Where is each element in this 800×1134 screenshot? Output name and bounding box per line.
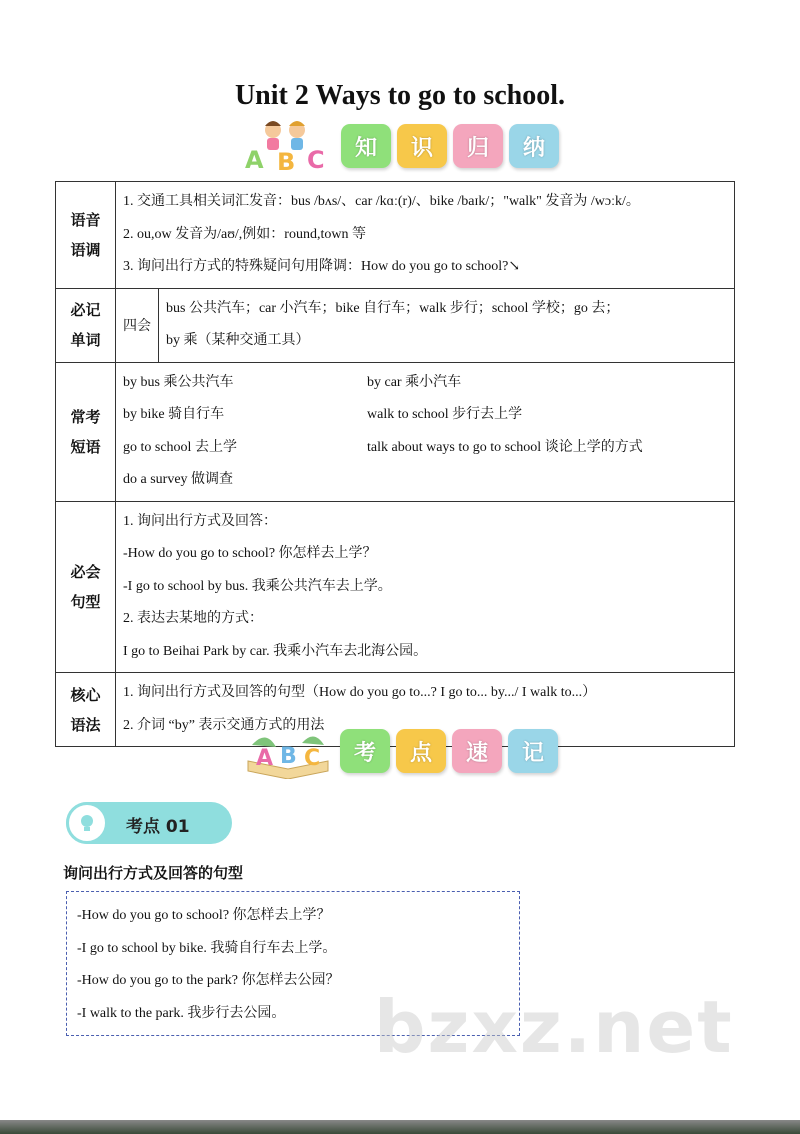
point-badge-label: 考点 01 — [126, 817, 190, 837]
svg-text:B: B — [277, 148, 296, 174]
banner-tile: 识 — [397, 124, 447, 168]
text-line: 3. 询问出行方式的特殊疑问句用降调：How do you go to school?↘ — [123, 259, 521, 274]
text-line: 2. 介词 “by” 表示交通方式的用法 — [123, 717, 325, 733]
banner-tile: 点 — [396, 729, 446, 773]
text-line: bus 公共汽车；car 小汽车；bike 自行车；walk 步行；school 学校；go 去； — [166, 300, 620, 316]
category-cell — [56, 362, 116, 501]
banner-tile: 考 — [340, 729, 390, 773]
banner-tile: 速 — [452, 729, 502, 773]
category-cell — [56, 182, 116, 289]
phrase: by car 乘小汽车 — [367, 374, 462, 390]
bottom-edge-strip — [0, 1120, 800, 1134]
row-sentences — [56, 501, 735, 673]
phrase-row — [123, 432, 727, 465]
svg-text:A: A — [245, 146, 264, 174]
text-line: 2. 表达去某地的方式： — [123, 611, 263, 626]
book-abc-illustration — [242, 723, 334, 779]
phrase: by bike 骑自行车 — [123, 407, 225, 422]
example-line: -How do you go to school? 你怎样去上学？ — [77, 908, 331, 923]
category-label: 语音 — [70, 210, 101, 229]
lamp-icon — [66, 802, 108, 844]
category-label: 必记 — [70, 301, 101, 319]
phrase-row — [123, 399, 727, 432]
content-cell — [116, 362, 735, 501]
category-label: 语法 — [70, 715, 101, 734]
phrase-row — [123, 464, 727, 497]
phrase: walk to school 步行去上学 — [367, 407, 523, 422]
category-label: 短语 — [70, 437, 101, 456]
category-label: 常考 — [70, 407, 101, 426]
row-phrases — [56, 362, 735, 501]
category-label: 单词 — [70, 331, 101, 349]
category-label: 必会 — [70, 562, 101, 581]
phrase: talk about ways to go to school 谈论上学的方式 — [367, 439, 643, 455]
example-line: -How do you go to the park? 你怎样去公园？ — [77, 973, 340, 988]
banner-tile: 归 — [453, 124, 503, 168]
category-label: 语调 — [70, 240, 101, 259]
page-title: Unit 2 Ways to go to school. — [234, 80, 566, 111]
banner-tile: 记 — [508, 729, 558, 773]
category-cell — [56, 288, 116, 362]
watermark: bzxz.net — [374, 985, 734, 1069]
text-line: by 乘（某种交通工具） — [166, 333, 310, 348]
text-line: 1. 询问出行方式及回答的句型（How do you go to...? I go to... by.../ I walk to...） — [123, 685, 597, 700]
sub-category-cell: 四会 — [116, 288, 159, 362]
example-line: -I go to school by bike. 我骑自行车去上学。 — [77, 940, 337, 956]
knowledge-summary-banner — [243, 118, 565, 174]
phrase: by bus 乘公共汽车 — [123, 374, 234, 390]
exam-points-banner — [242, 723, 564, 779]
row-pronunciation — [56, 182, 735, 289]
category-label: 句型 — [70, 592, 101, 611]
phrase: do a survey 做调查 — [123, 472, 234, 487]
category-label: 核心 — [70, 685, 101, 704]
phrase: go to school 去上学 — [123, 439, 237, 455]
svg-text:A: A — [256, 746, 274, 771]
kids-abc-illustration — [243, 118, 335, 174]
banner-tile: 纳 — [509, 124, 559, 168]
point-badge — [66, 802, 232, 844]
phrase-row — [123, 367, 727, 400]
row-words — [56, 288, 735, 362]
svg-text:C: C — [307, 146, 325, 174]
category-cell — [56, 501, 116, 673]
text-line: -How do you go to school? 你怎样去上学？ — [123, 546, 377, 561]
text-line: -I go to school by bus. 我乘公共汽车去上学。 — [123, 578, 392, 594]
svg-text:C: C — [304, 746, 321, 771]
text-line: I go to Beihai Park by car. 我乘小汽车去北海公园。 — [123, 643, 428, 659]
content-cell — [116, 501, 735, 673]
content-cell — [116, 182, 735, 289]
example-line: -I walk to the park. 我步行去公园。 — [77, 1005, 286, 1021]
text-line: 1. 交通工具相关词汇发音：bus /bʌs/、car /kɑː(r)/、bike /baɪk/；"walk" 发音为 /wɔːk/。 — [123, 194, 640, 209]
point-heading: 询问出行方式及回答的句型 — [63, 864, 244, 882]
svg-text:B: B — [280, 744, 297, 769]
category-cell — [56, 673, 116, 747]
text-line: 1. 询问出行方式及回答： — [123, 513, 277, 529]
banner-tile: 知 — [341, 124, 391, 168]
text-line: 2. ou,ow 发音为/aʊ/,例如：round,town 等 — [123, 226, 366, 242]
knowledge-table — [55, 181, 735, 747]
content-cell — [159, 288, 735, 362]
